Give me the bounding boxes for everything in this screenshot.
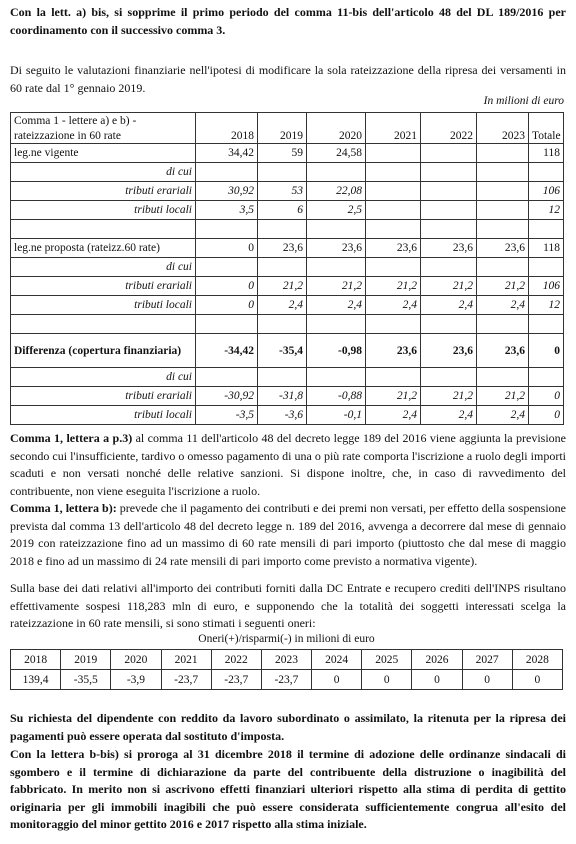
table-row: [11, 144, 564, 163]
year-header: 2018: [196, 128, 258, 144]
table-cell: [196, 258, 258, 277]
table-row: [11, 387, 564, 406]
charges-value: -3,9: [111, 670, 161, 690]
year-header: 2021: [366, 128, 421, 144]
table-cell: [196, 163, 258, 182]
table-cell: [421, 182, 477, 201]
charges-year: 2028: [512, 650, 562, 670]
table-cell: 3,5: [196, 201, 258, 220]
row-label: di cui: [11, 368, 196, 387]
table-cell: [421, 258, 477, 277]
paragraph-comma-1-a-text: al comma 11 dell'articolo 48 del decreto legge 189 del 2016 viene aggiunta la previsione secondo cui l'insufficiente, tardivo o omesso pagamento di una o più rate comporta l'iscrizione a ruolo degli importi scaduti e non versati nonché delle relative sanzioni. Si dispone inoltre, che, in caso di ravvedimento del contribuente, non viene eseguita l'iscrizione a ruolo.: [10, 431, 566, 498]
charges-value-row: [11, 670, 563, 690]
paragraph-inps-data: Sulla base dei dati relativi all'importo dei contributi forniti dalla DC Entrate e recupero crediti dell'INPS risultano effettivamente sospesi 118,283 mln di euro, e supponendo che la totalità dei soggetti interessati scelga la rateizzazione in 60 rate mensili, si sono stimati i seguenti oneri:: [10, 581, 566, 630]
table-cell: -0,1: [307, 406, 366, 425]
charges-year: 2022: [211, 650, 261, 670]
table-cell: -0,98: [307, 334, 366, 368]
table-cell: [196, 220, 258, 239]
charges-year: 2019: [61, 650, 111, 670]
table-cell: 6: [258, 201, 307, 220]
table-header-row-1: [11, 113, 564, 129]
table-cell: -30,92: [196, 387, 258, 406]
table-cell: [421, 368, 477, 387]
charges-year: 2020: [111, 650, 161, 670]
header-label-2: rateizzazione in 60 rate: [11, 128, 196, 144]
row-label: tributi locali: [11, 406, 196, 425]
table-cell: 2,4: [366, 296, 421, 315]
table-row: [11, 406, 564, 425]
row-label: [11, 220, 196, 239]
table-cell: 21,2: [258, 277, 307, 296]
table-row: [11, 334, 564, 368]
charges-value: 0: [312, 670, 362, 690]
table-cell: 2,5: [307, 201, 366, 220]
table-row: [11, 258, 564, 277]
table-cell: [307, 315, 366, 334]
table-cell: 118: [529, 144, 564, 163]
table-cell: 21,2: [366, 387, 421, 406]
table-cell: [366, 315, 421, 334]
table-cell: 23,6: [477, 239, 529, 258]
table-cell: [196, 315, 258, 334]
table-cell: 2,4: [258, 296, 307, 315]
row-label: di cui: [11, 163, 196, 182]
charges-year: 2026: [412, 650, 462, 670]
charges-value: -35,5: [61, 670, 111, 690]
table-cell: 2,4: [307, 296, 366, 315]
paragraph-lettera-b-bis: Con la lettera b-bis) si proroga al 31 dicembre 2018 il termine di adozione delle ordinanze sindacali di sgombero e il termine di dichiarazione da parte del contribuente della distruzione o inagibilità del fabbricato. In merito non si ascrivono effetti finanziari ulteriori rispetto alla stima di perdita di gettito originaria per gli immobili inagibili che può essere considerata sufficientemente congrua all'esito del monitoraggio del minor gettito 2016 e 2017 rispetto alla stima iniziale.: [10, 747, 566, 831]
charges-year: 2027: [462, 650, 512, 670]
table-cell: 2,4: [477, 406, 529, 425]
row-label: Differenza (copertura finanziaria): [11, 334, 196, 368]
table-row: [11, 277, 564, 296]
table-cell: 0: [196, 277, 258, 296]
table-cell: [477, 220, 529, 239]
charges-value: 0: [412, 670, 462, 690]
table-body: [11, 144, 564, 425]
charges-year: 2024: [312, 650, 362, 670]
row-label: tributi locali: [11, 201, 196, 220]
table-row: [11, 201, 564, 220]
table-cell: 12: [529, 201, 564, 220]
table-cell: [366, 201, 421, 220]
table-cell: 21,2: [477, 387, 529, 406]
table-row: [11, 315, 564, 334]
intro-paragraph-1: Con la lett. a) bis, si sopprime il primo periodo del comma 11-bis dell'articolo 48 del DL 189/2016 per coordinamento con il successivo comma 3.: [10, 5, 566, 37]
table-cell: -35,4: [258, 334, 307, 368]
charges-year-row: [11, 650, 563, 670]
row-label: tributi erariali: [11, 387, 196, 406]
table-cell: [366, 220, 421, 239]
table-cell: 21,2: [421, 387, 477, 406]
table-cell: 0: [529, 387, 564, 406]
table-cell: [477, 368, 529, 387]
table-cell: [477, 315, 529, 334]
table-cell: [421, 201, 477, 220]
table-cell: 2,4: [421, 296, 477, 315]
table-cell: [366, 144, 421, 163]
table-cell: 23,6: [421, 334, 477, 368]
table-cell: 12: [529, 296, 564, 315]
table-cell: -0,88: [307, 387, 366, 406]
table-cell: 2,4: [477, 296, 529, 315]
valuation-table: [10, 112, 564, 425]
table-cell: [366, 368, 421, 387]
table-row: [11, 239, 564, 258]
charges-value: 0: [362, 670, 412, 690]
table-cell: 21,2: [477, 277, 529, 296]
table-row: [11, 182, 564, 201]
table-cell: 23,6: [366, 334, 421, 368]
paragraph-comma-1-b-text: prevede che il pagamento dei contributi e dei premi non versati, per effetto della sospensione prevista dal comma 13 dell'articolo 48 del decreto legge n. 189 del 2016, avvenga a decorrere dal mese di gennaio 2019 con rateizzazione fino ad un massimo di 60 rate mensili di pari importo (piuttosto che dal mese di maggio 2018 e fino ad un massimo di 24 rate mensili di pari importo come previsto a normativa vigente).: [10, 501, 566, 568]
table-cell: 24,58: [307, 144, 366, 163]
table-cell: 2,4: [366, 406, 421, 425]
table-row: [11, 368, 564, 387]
table-cell: 0: [529, 406, 564, 425]
charges-year: 2023: [261, 650, 311, 670]
table-cell: [477, 144, 529, 163]
unit-label: In milioni di euro: [483, 95, 564, 107]
table-cell: 23,6: [366, 239, 421, 258]
table-cell: -31,8: [258, 387, 307, 406]
table-cell: [477, 201, 529, 220]
row-label: tributi locali: [11, 296, 196, 315]
table-cell: [421, 144, 477, 163]
row-label: di cui: [11, 258, 196, 277]
table-cell: 106: [529, 182, 564, 201]
table-cell: [307, 258, 366, 277]
table-cell: [529, 368, 564, 387]
row-label: [11, 315, 196, 334]
paragraph-withholding: Su richiesta del dipendente con reddito da lavoro subordinato o assimilato, la ritenuta per la ripresa dei pagamenti può essere operata dal sostituto d'imposta.: [10, 711, 566, 743]
year-header: 2020: [307, 128, 366, 144]
table-cell: [366, 182, 421, 201]
table-cell: 2,4: [421, 406, 477, 425]
total-header: Totale: [529, 128, 564, 144]
charges-value: -23,7: [161, 670, 211, 690]
charges-year: 2025: [362, 650, 412, 670]
row-label: leg.ne vigente: [11, 144, 196, 163]
table-cell: [529, 315, 564, 334]
table-cell: 22,08: [307, 182, 366, 201]
table-cell: [258, 220, 307, 239]
table-cell: 23,6: [477, 334, 529, 368]
paragraph-comma-1-b-lead: Comma 1, lettera b):: [10, 501, 117, 515]
row-label: tributi erariali: [11, 182, 196, 201]
table-cell: 34,42: [196, 144, 258, 163]
paragraph-comma-1-b: [10, 500, 566, 570]
charges-value: 139,4: [11, 670, 61, 690]
table-cell: [307, 163, 366, 182]
table-cell: 0: [196, 296, 258, 315]
year-header: 2019: [258, 128, 307, 144]
table-cell: [529, 220, 564, 239]
charges-table: [10, 649, 563, 690]
table-cell: 0: [529, 334, 564, 368]
table-cell: -3,5: [196, 406, 258, 425]
table-cell: [477, 182, 529, 201]
table-row: [11, 296, 564, 315]
table-cell: [529, 163, 564, 182]
table-cell: 0: [196, 239, 258, 258]
table-cell: -3,6: [258, 406, 307, 425]
table-cell: [307, 220, 366, 239]
table-cell: 106: [529, 277, 564, 296]
charges-table-caption: Oneri(+)/risparmi(-) in milioni di euro: [198, 633, 375, 645]
table-cell: 21,2: [307, 277, 366, 296]
paragraph-comma-1-a: [10, 430, 566, 500]
table-cell: 23,6: [421, 239, 477, 258]
table-cell: -34,42: [196, 334, 258, 368]
table-cell: [421, 315, 477, 334]
table-cell: 23,6: [258, 239, 307, 258]
row-label: tributi erariali: [11, 277, 196, 296]
table-cell: [307, 368, 366, 387]
table-row: [11, 163, 564, 182]
table-cell: [258, 258, 307, 277]
table-cell: [258, 368, 307, 387]
table-cell: 118: [529, 239, 564, 258]
table-cell: [258, 163, 307, 182]
charges-year: 2021: [161, 650, 211, 670]
charges-value: -23,7: [261, 670, 311, 690]
table-cell: 23,6: [307, 239, 366, 258]
table-header-row-2: [11, 128, 564, 144]
table-cell: [421, 163, 477, 182]
table-cell: 21,2: [421, 277, 477, 296]
table-cell: 59: [258, 144, 307, 163]
charges-year: 2018: [11, 650, 61, 670]
table-cell: [366, 163, 421, 182]
charges-value: 0: [462, 670, 512, 690]
table-row: [11, 220, 564, 239]
paragraph-comma-1-a-lead: Comma 1, lettera a p.3): [10, 431, 133, 445]
table-cell: [258, 315, 307, 334]
table-cell: [529, 258, 564, 277]
table-cell: [421, 220, 477, 239]
year-header: 2022: [421, 128, 477, 144]
table-cell: [477, 163, 529, 182]
table-cell: 30,92: [196, 182, 258, 201]
charges-value: -23,7: [211, 670, 261, 690]
row-label: leg.ne proposta (rateizz.60 rate): [11, 239, 196, 258]
charges-value: 0: [512, 670, 562, 690]
year-header: 2023: [477, 128, 529, 144]
table-cell: [477, 258, 529, 277]
table-cell: 21,2: [366, 277, 421, 296]
intro-paragraph-2: Di seguito le valutazioni finanziarie nell'ipotesi di modificare la sola rateizzazione della ripresa dei versamenti in 60 rate dal 1° gennaio 2019.: [10, 63, 566, 95]
header-label-1: Comma 1 - lettere a) e b) -: [11, 113, 196, 129]
table-cell: 53: [258, 182, 307, 201]
table-cell: [366, 258, 421, 277]
table-cell: [196, 368, 258, 387]
